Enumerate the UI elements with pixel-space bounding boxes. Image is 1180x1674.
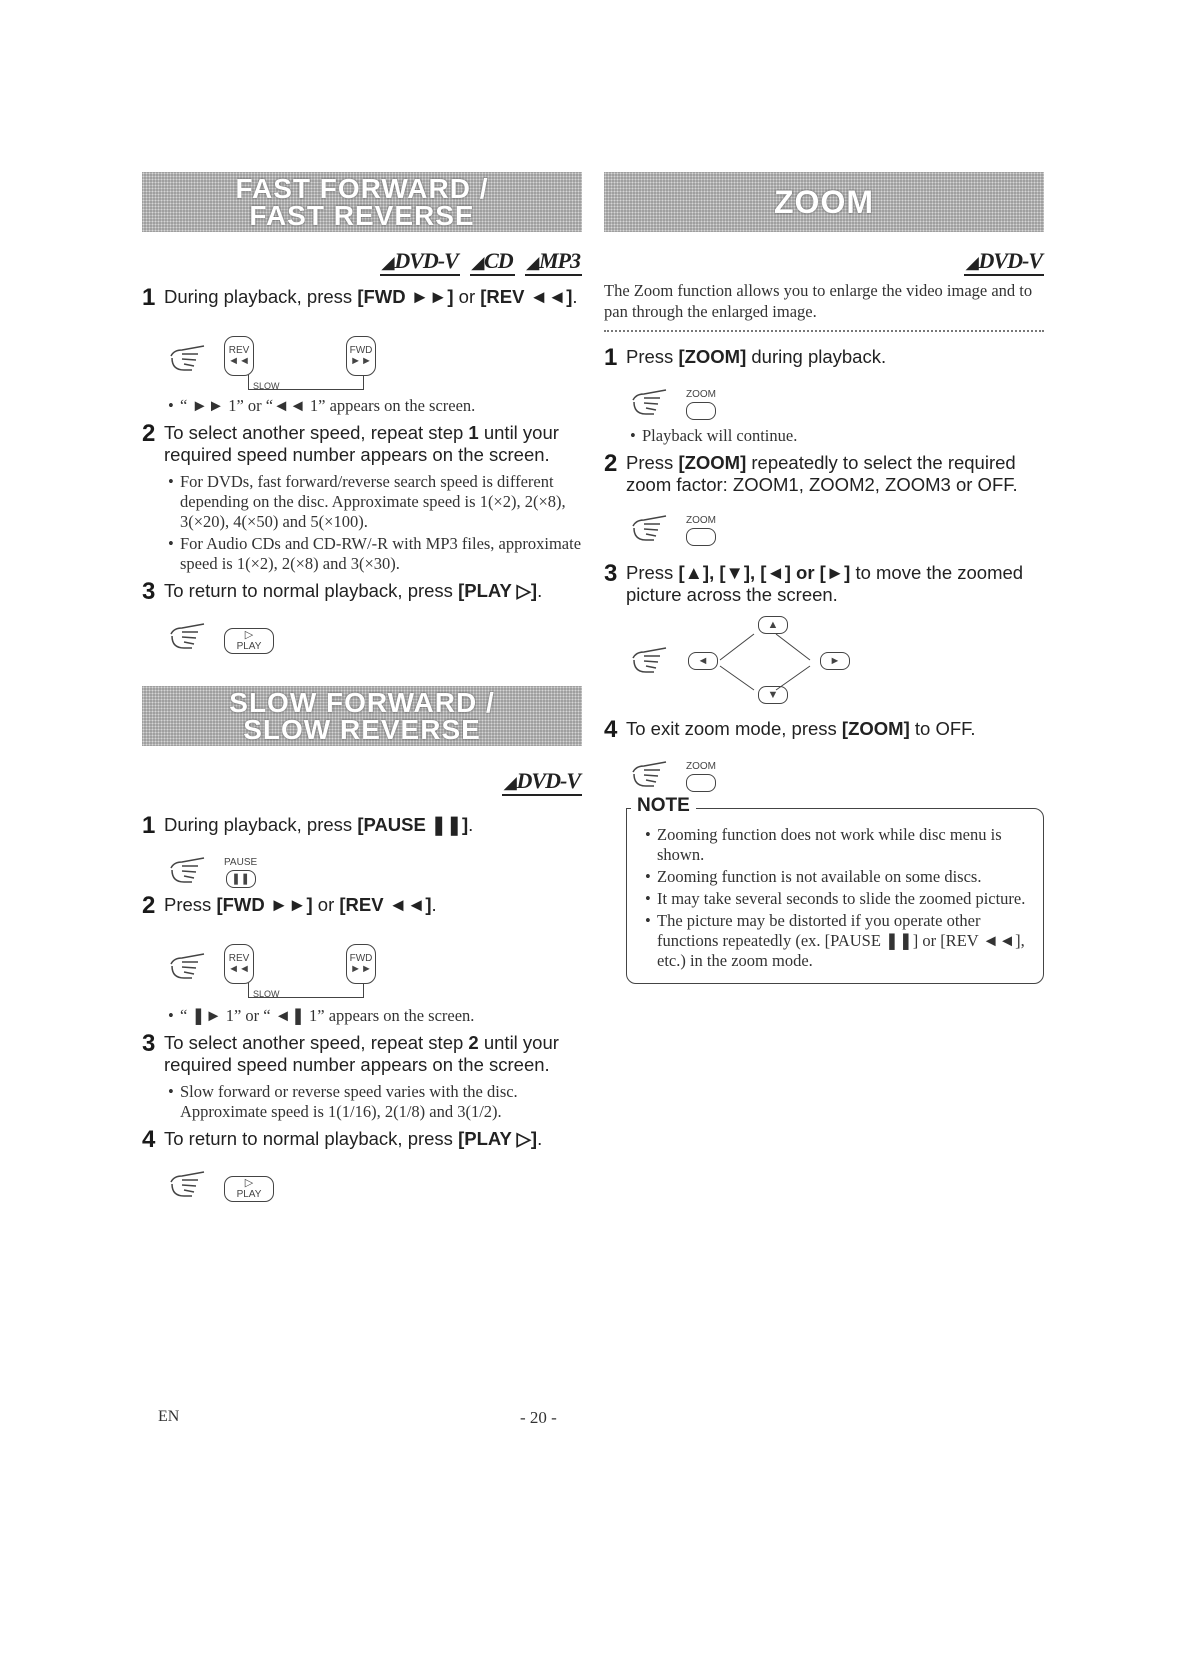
step-text: Press [ZOOM] repeatedly to select the required zoom factor: ZOOM1, ZOOM2, ZOOM3 or OFF.: [626, 452, 1018, 495]
banner-line-1: FAST FORWARD /: [235, 173, 489, 204]
step-text: To select another speed, repeat step 1 until your required speed number appears on the screen.: [164, 422, 559, 465]
step-text: To exit zoom mode, press [ZOOM] to OFF.: [626, 718, 976, 739]
step-text: Press [FWD ►►] or [REV ◄◄].: [164, 894, 437, 915]
pointing-hand-icon: [168, 342, 210, 376]
fwd-key-icon: FWD ►►: [346, 336, 376, 376]
ff-step-1: [142, 286, 582, 310]
pointing-hand-icon: [168, 1168, 210, 1202]
remote-keys-rev-fwd: [168, 320, 582, 391]
rev-key-icon: REV ◄◄: [224, 944, 254, 984]
sf-bullets-1: [168, 1006, 582, 1026]
zoom-step-1: [604, 346, 1044, 370]
zoom-key-icon: ZOOM: [686, 761, 716, 792]
ff-step-2: [142, 422, 582, 466]
step-number: 2: [142, 892, 156, 919]
up-key-icon: ▲: [758, 616, 788, 634]
remote-key-zoom: [630, 506, 1044, 546]
remote-key-zoom: [630, 752, 1044, 792]
page-number: - 20 -: [520, 1408, 557, 1427]
step-number: 4: [604, 716, 618, 743]
dvd-v-badge: ◢ DVD-V: [502, 766, 582, 796]
note-title: NOTE: [631, 795, 696, 817]
remote-key-zoom: [630, 380, 1044, 420]
list-item: • Slow forward or reverse speed varies with the disc. Approximate speed is 1(1/16), 2(1/8) and 3(1/2).: [168, 1082, 582, 1122]
step-text: During playback, press [PAUSE ❚❚].: [164, 814, 474, 835]
rev-key-icon: REV ◄◄: [224, 336, 254, 376]
list-item: • For DVDs, fast forward/reverse search speed is different depending on the disc. Approximate speed is 1(×2), 2(×8), 3(×20), 4(×50) and 5(×100).: [168, 472, 582, 532]
cd-badge: ◢ CD: [470, 246, 515, 276]
pointing-hand-icon: [630, 758, 672, 792]
left-column: [142, 172, 582, 1208]
step-text: During playback, press [FWD ►►] or [REV ◄◄].: [164, 286, 578, 307]
play-key-icon: ▷ PLAY: [224, 628, 274, 654]
step-number: 1: [604, 344, 618, 371]
pointing-hand-icon: [168, 854, 210, 888]
disc-badges: [604, 246, 1044, 280]
sf-step-3: [142, 1032, 582, 1076]
step-number: 3: [142, 1030, 156, 1057]
ff-bullets-2: [168, 472, 582, 574]
remote-key-play: [168, 614, 582, 654]
note-box: [626, 795, 1044, 984]
down-key-icon: ▼: [758, 686, 788, 704]
remote-key-pause: [168, 848, 582, 888]
step-text: Press [ZOOM] during playback.: [626, 346, 887, 367]
zoom-key-icon: ZOOM: [686, 389, 716, 420]
mp3-badge: ◢ MP3: [525, 246, 582, 276]
list-item: • For Audio CDs and CD-RW/-R with MP3 files, approximate speed is 1(×2), 2(×8) and 3(×30).: [168, 534, 582, 574]
zoom-bullets-1: [630, 426, 1044, 446]
direction-connector-lines: [700, 628, 830, 694]
dvd-v-badge: ◢ DVD-V: [380, 246, 460, 276]
list-item: • “ ►► 1” or “◄◄ 1” appears on the screen.: [168, 396, 582, 416]
ff-step-3: [142, 580, 582, 604]
pointing-hand-icon: [630, 644, 672, 678]
sf-bullets-2: [168, 1082, 582, 1122]
step-text: To return to normal playback, press [PLAY ▷].: [164, 580, 543, 601]
banner-title: ZOOM: [774, 183, 874, 220]
sf-step-1: [142, 814, 582, 838]
ff-bullets-1: [168, 396, 582, 416]
banner-line-2: SLOW REVERSE: [243, 714, 481, 745]
step-text: To return to normal playback, press [PLAY ▷].: [164, 1128, 543, 1149]
dvd-v-badge: ◢ DVD-V: [964, 246, 1044, 276]
zoom-intro: The Zoom function allows you to enlarge the video image and to pan through the enlarged image.: [604, 281, 1033, 321]
zoom-step-3: [604, 562, 1044, 606]
pointing-hand-icon: [630, 512, 672, 546]
note-list: [645, 825, 1029, 971]
remote-key-play: [168, 1162, 582, 1202]
zoom-key-icon: ZOOM: [686, 515, 716, 546]
slow-bracket: SLOW: [248, 983, 364, 998]
zoom-step-2: [604, 452, 1044, 496]
list-item: • Playback will continue.: [630, 426, 1044, 446]
right-key-icon: ►: [820, 652, 850, 670]
list-item: • Zooming function is not available on some discs.: [645, 867, 1029, 887]
pointing-hand-icon: [168, 950, 210, 984]
zoom-banner: [604, 172, 1044, 232]
step-text: Press [▲], [▼], [◄] or [►] to move the zoomed picture across the screen.: [626, 562, 1024, 605]
fwd-key-icon: FWD ►►: [346, 944, 376, 984]
banner-line-2: FAST REVERSE: [249, 200, 475, 231]
left-key-icon: ◄: [688, 652, 718, 670]
disc-badges: [142, 246, 582, 280]
slow-forward-reverse-banner: [142, 686, 582, 746]
step-number: 3: [604, 560, 618, 587]
step-number: 2: [142, 420, 156, 447]
step-text: To select another speed, repeat step 2 until your required speed number appears on the screen.: [164, 1032, 559, 1075]
zoom-step-4: [604, 718, 1044, 742]
direction-keys: [630, 614, 850, 704]
list-item: • The picture may be distorted if you operate other functions repeatedly (ex. [PAUSE ❚❚] or [REV ◄◄], etc.) in the zoom mode.: [645, 911, 1029, 971]
step-number: 1: [142, 284, 156, 311]
step-number: 3: [142, 578, 156, 605]
step-number: 4: [142, 1126, 156, 1153]
step-number: 1: [142, 812, 156, 839]
dotted-divider: [604, 330, 1044, 336]
slow-bracket: SLOW: [248, 375, 364, 390]
fast-forward-reverse-banner: [142, 172, 582, 232]
play-key-icon: ▷ PLAY: [224, 1176, 274, 1202]
list-item: • Zooming function does not work while disc menu is shown.: [645, 825, 1029, 865]
disc-badges: [142, 766, 582, 800]
pause-key-icon: PAUSE ❚❚: [224, 857, 257, 888]
step-number: 2: [604, 450, 618, 477]
sf-step-4: [142, 1128, 582, 1152]
right-column: [604, 172, 1044, 984]
list-item: • “ ❚► 1” or “ ◄❚ 1” appears on the screen.: [168, 1006, 582, 1026]
language-label: EN: [158, 1408, 180, 1425]
pointing-hand-icon: [168, 620, 210, 654]
sf-step-2: [142, 894, 582, 918]
pointing-hand-icon: [630, 386, 672, 420]
remote-keys-rev-fwd: [168, 928, 582, 999]
list-item: • It may take several seconds to slide the zoomed picture.: [645, 889, 1029, 909]
banner-line-1: SLOW FORWARD /: [229, 687, 495, 718]
